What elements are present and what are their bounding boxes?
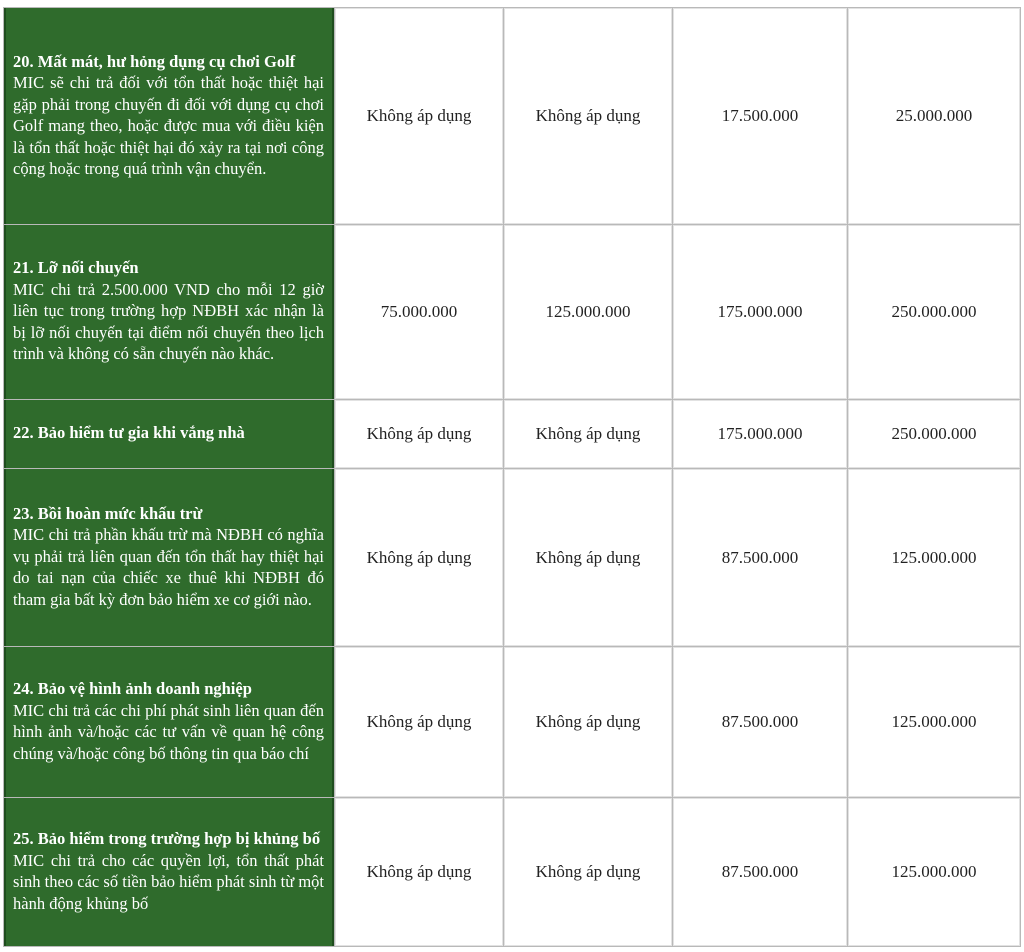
benefit-label-cell [3,469,335,647]
plan-4-value: 25.000.000 [848,7,1021,225]
plan-1-value: Không áp dụng [335,798,504,947]
plan-1-value: Không áp dụng [335,647,504,798]
plan-2-value: 125.000.000 [504,225,673,400]
table-row [3,798,1021,947]
table-row [3,647,1021,798]
plan-3-value: 87.500.000 [673,798,848,947]
benefit-description: MIC sẽ chi trả đối với tổn thất hoặc thiệt hại gặp phải trong chuyến đi đối với dụng cụ chơi Golf mang theo, hoặc được mua với điều kiện là tổn thất hoặc thiệt hại đó xảy ra tại nơi công cộng hoặc trong quá trình vận chuyển. [13,73,324,178]
plan-2-value: Không áp dụng [504,7,673,225]
plan-1-value: 75.000.000 [335,225,504,400]
plan-3-value: 87.500.000 [673,469,848,647]
plan-3-value: 175.000.000 [673,400,848,469]
plan-3-value: 17.500.000 [673,7,848,225]
benefit-description: MIC chi trả các chi phí phát sinh liên quan đến hình ảnh và/hoặc các tư vấn về quan hệ công chúng và/hoặc công bố thông tin qua báo chí [13,700,324,763]
table-row [3,225,1021,400]
plan-1-value: Không áp dụng [335,400,504,469]
benefit-label-cell [3,7,335,225]
benefit-title: 21. Lỡ nối chuyến [13,258,139,278]
benefit-description: MIC chi trả phần khấu trừ mà NĐBH có nghĩa vụ phải trả liên quan đến tổn thất hay thiệt hại do tai nạn của chiếc xe thuê khi NĐBH đó tham gia bất kỳ đơn bảo hiểm xe cơ giới nào. [13,525,324,609]
benefit-description: MIC chi trả cho các quyền lợi, tổn thất phát sinh theo các số tiền bảo hiểm phát sinh từ một hành động khủng bố [13,850,324,913]
plan-2-value: Không áp dụng [504,647,673,798]
benefit-label-cell [3,400,335,469]
plan-4-value: 250.000.000 [848,400,1021,469]
benefits-table [3,7,1021,947]
benefit-title: 22. Bảo hiểm tư gia khi vắng nhà [13,423,245,443]
table-row [3,469,1021,647]
plan-2-value: Không áp dụng [504,798,673,947]
plan-4-value: 250.000.000 [848,225,1021,400]
plan-2-value: Không áp dụng [504,400,673,469]
benefit-title: 25. Bảo hiểm trong trường hợp bị khủng bố [13,829,321,848]
benefit-title: 20. Mất mát, hư hỏng dụng cụ chơi Golf [13,51,296,71]
benefit-label-cell [3,225,335,400]
plan-3-value: 175.000.000 [673,225,848,400]
benefit-description: MIC chi trả 2.500.000 VND cho mỗi 12 giờ liên tục trong trường hợp NĐBH xác nhận là bị lỡ nối chuyến tại điểm nối chuyến theo lịch trình và không có sẵn chuyến nào khác. [13,279,324,364]
benefit-label-cell [3,798,335,947]
plan-2-value: Không áp dụng [504,469,673,647]
benefit-title: 24. Bảo vệ hình ảnh doanh nghiệp [13,679,252,698]
benefit-label-cell [3,647,335,798]
plan-1-value: Không áp dụng [335,7,504,225]
plan-4-value: 125.000.000 [848,469,1021,647]
plan-4-value: 125.000.000 [848,647,1021,798]
table-row [3,7,1021,225]
plan-1-value: Không áp dụng [335,469,504,647]
benefit-title: 23. Bồi hoàn mức khấu trừ [13,503,203,523]
table-row [3,400,1021,469]
plan-3-value: 87.500.000 [673,647,848,798]
plan-4-value: 125.000.000 [848,798,1021,947]
